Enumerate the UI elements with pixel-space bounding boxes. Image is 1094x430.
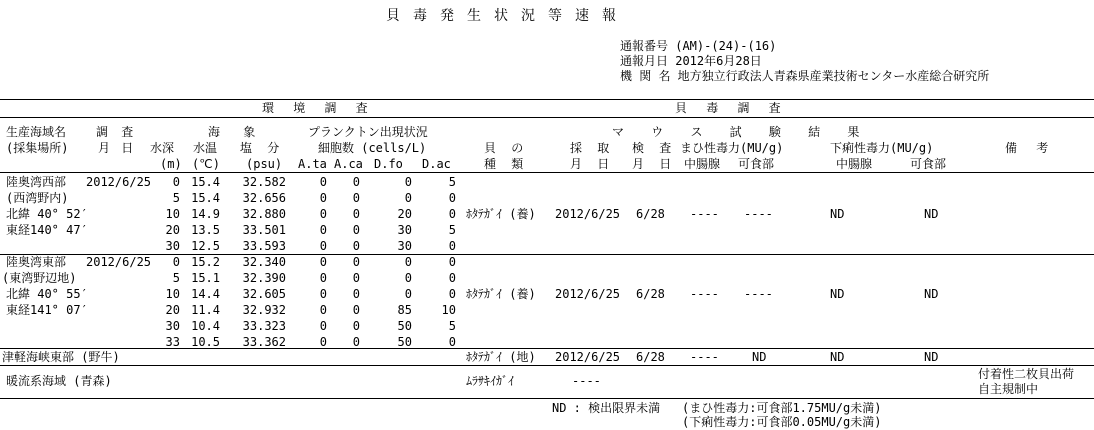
salinity-value: 32.390 (242, 271, 286, 285)
ata-value: 0 (319, 319, 327, 333)
salinity-value: 32.605 (242, 287, 286, 301)
salinity-value: 33.501 (242, 223, 286, 237)
site-name: 暖流系海域 (青森) (6, 374, 112, 388)
header-bottom-border (0, 172, 1094, 173)
sample-date-header: 月 日 (570, 157, 614, 171)
dfo-value: 20 (397, 207, 412, 221)
psp-midgut-header: 中腸腺 (684, 157, 721, 171)
dsp-midgut-header: 中腸腺 (836, 157, 873, 171)
psp-edible: ---- (744, 287, 773, 301)
sample-date: 2012/6/25 (555, 350, 621, 364)
aca-value: 0 (352, 239, 360, 253)
salinity-value: 32.880 (242, 207, 286, 221)
psp-midgut: ---- (690, 207, 719, 221)
depth-value: 0 (172, 255, 180, 269)
page-title: 貝毒発生状況等速報 (386, 8, 629, 24)
aca-value: 0 (352, 207, 360, 221)
dac-value: 0 (448, 191, 456, 205)
header-divider (0, 117, 1094, 118)
cell-count-header: 細胞数 (cells/L) (318, 141, 427, 155)
dac-value: 0 (448, 335, 456, 349)
psp-midgut: ---- (690, 350, 719, 364)
salinity-value: 33.362 (242, 335, 286, 349)
aca-value: 0 (352, 175, 360, 189)
shell-species: ﾎﾀﾃｶﾞｲ (地) (466, 350, 536, 364)
aca-value: 0 (352, 191, 360, 205)
temp-value: 15.1 (191, 271, 220, 285)
sample-header: 採 取 (570, 141, 614, 155)
dac-value: 0 (448, 207, 456, 221)
site-divider (0, 254, 1094, 255)
temp-value: 13.5 (191, 223, 220, 237)
mouse-test-header: マ ウ ス 試 験 結 果 (612, 125, 870, 139)
temp-value: 10.5 (191, 335, 220, 349)
agency: 機 関 名 地方独立行政法人青森県産業技術センター水産総合研究所 (620, 69, 990, 83)
sample-date: 2012/6/25 (555, 287, 621, 301)
dac-value: 10 (441, 303, 456, 317)
aca-value: 0 (352, 319, 360, 333)
psp-edible-header: 可食部 (738, 157, 775, 171)
dfo-value: 0 (404, 191, 412, 205)
ata-header: A.ta (298, 157, 327, 171)
shell-header: 貝 の (484, 141, 528, 155)
report-date: 通報月日 2012年6月28日 (620, 54, 762, 68)
remark-line-2: 自主規制中 (978, 382, 1039, 396)
temp-value: 14.4 (191, 287, 220, 301)
ata-value: 0 (319, 287, 327, 301)
temp-value: 11.4 (191, 303, 220, 317)
dsp-edible: ND (924, 207, 939, 221)
dac-value: 5 (448, 223, 456, 237)
dfo-value: 0 (404, 271, 412, 285)
temp-value: 10.4 (191, 319, 220, 333)
sea-header: 海 象 (208, 125, 264, 139)
survey-date: 2012/6/25 (86, 175, 152, 189)
site-name: 陸奥湾東部 (6, 255, 67, 269)
ata-value: 0 (319, 303, 327, 317)
depth-value: 5 (172, 271, 180, 285)
table-top-border (0, 99, 1094, 100)
dsp-edible: ND (924, 350, 939, 364)
site-place: (東湾野辺地) (2, 271, 77, 285)
aca-value: 0 (352, 271, 360, 285)
note-dsp-limit: (下痢性毒力:可食部0.05MU/g未満) (682, 415, 882, 429)
dfo-value: 0 (404, 287, 412, 301)
dac-value: 0 (448, 239, 456, 253)
depth-value: 0 (172, 175, 180, 189)
species-header: 種 類 (484, 157, 528, 171)
ata-value: 0 (319, 239, 327, 253)
shell-species: ﾎﾀﾃｶﾞｲ (養) (466, 207, 536, 221)
remark-line-1: 付着性二枚貝出荷 (978, 367, 1075, 381)
inspect-date-header: 月 日 (632, 157, 676, 171)
aca-header: A.ca (334, 157, 363, 171)
depth-unit: (m) (160, 157, 182, 171)
site-divider (0, 365, 1094, 366)
shellfish-survey-heading: 貝 毒 調 査 (675, 101, 787, 115)
salinity-value: 32.932 (242, 303, 286, 317)
salinity-value: 32.656 (242, 191, 286, 205)
dfo-value: 0 (404, 175, 412, 189)
dac-header: D.ac (422, 157, 451, 171)
report-number: 通報番号 (AM)-(24)-(16) (620, 39, 777, 53)
psp-header: まひ性毒力(MU/g) (680, 141, 784, 155)
psp-edible: ---- (744, 207, 773, 221)
table-bottom-border (0, 398, 1094, 399)
depth-value: 5 (172, 191, 180, 205)
dfo-value: 85 (397, 303, 412, 317)
inspect-date: 6/28 (636, 287, 665, 301)
site-lat: 北緯 40° 52′ (6, 207, 88, 221)
dfo-value: 30 (397, 239, 412, 253)
psp-edible: ND (752, 350, 767, 364)
temp-header: 水温 (193, 141, 218, 155)
dac-value: 0 (448, 287, 456, 301)
sample-date: ---- (572, 374, 601, 388)
sampling-place-header: (採集場所) (6, 141, 69, 155)
ata-value: 0 (319, 175, 327, 189)
ata-value: 0 (319, 207, 327, 221)
site-lat: 北緯 40° 55′ (6, 287, 88, 301)
inspect-header: 検 査 (632, 141, 676, 155)
dfo-header: D.fo (374, 157, 403, 171)
sample-date: 2012/6/25 (555, 207, 621, 221)
salinity-unit: (psu) (246, 157, 283, 171)
note-psp-limit: (まひ性毒力:可食部1.75MU/g未満) (682, 401, 882, 415)
site-place: (西湾野内) (6, 191, 69, 205)
survey-date: 2012/6/25 (86, 255, 152, 269)
dfo-value: 50 (397, 335, 412, 349)
dsp-edible: ND (924, 287, 939, 301)
dac-value: 5 (448, 319, 456, 333)
dsp-edible-header: 可食部 (910, 157, 947, 171)
note-nd: ND : 検出限界未満 (552, 401, 661, 415)
salinity-value: 33.593 (242, 239, 286, 253)
salinity-value: 32.340 (242, 255, 286, 269)
aca-value: 0 (352, 287, 360, 301)
dfo-value: 50 (397, 319, 412, 333)
temp-unit: (℃) (192, 157, 220, 171)
dsp-midgut: ND (830, 350, 845, 364)
aca-value: 0 (352, 303, 360, 317)
site-divider (0, 348, 1094, 349)
env-survey-heading: 環 境 調 査 (262, 101, 374, 115)
ata-value: 0 (319, 191, 327, 205)
temp-value: 15.2 (191, 255, 220, 269)
dfo-value: 0 (404, 255, 412, 269)
dsp-midgut: ND (830, 287, 845, 301)
temp-value: 15.4 (191, 175, 220, 189)
dfo-value: 30 (397, 223, 412, 237)
dsp-header: 下痢性毒力(MU/g) (830, 141, 934, 155)
site-lon: 東経141° 07′ (6, 303, 88, 317)
dsp-midgut: ND (830, 207, 845, 221)
depth-value: 30 (165, 319, 180, 333)
shell-species: ﾑﾗｻｷｲｶﾞｲ (466, 374, 515, 388)
ata-value: 0 (319, 223, 327, 237)
survey-header: 調 査 (96, 125, 137, 139)
depth-value: 20 (165, 223, 180, 237)
remarks-header: 備 考 (1005, 141, 1055, 155)
depth-value: 33 (165, 335, 180, 349)
site-name: 陸奥湾西部 (6, 175, 67, 189)
month-day-header: 月 日 (98, 141, 136, 155)
dac-value: 0 (448, 271, 456, 285)
depth-value: 10 (165, 207, 180, 221)
temp-value: 12.5 (191, 239, 220, 253)
aca-value: 0 (352, 335, 360, 349)
inspect-date: 6/28 (636, 207, 665, 221)
site-name: 津軽海峡東部 (野牛) (2, 350, 120, 364)
depth-value: 10 (165, 287, 180, 301)
inspect-date: 6/28 (636, 350, 665, 364)
site-lon: 東経140° 47′ (6, 223, 88, 237)
depth-header: 水深 (150, 141, 175, 155)
salinity-value: 32.582 (242, 175, 286, 189)
dac-value: 0 (448, 255, 456, 269)
aca-value: 0 (352, 255, 360, 269)
temp-value: 14.9 (191, 207, 220, 221)
temp-value: 15.4 (191, 191, 220, 205)
shell-species: ﾎﾀﾃｶﾞｲ (養) (466, 287, 536, 301)
depth-value: 30 (165, 239, 180, 253)
ata-value: 0 (319, 335, 327, 349)
depth-value: 20 (165, 303, 180, 317)
salinity-header: 塩 分 (240, 141, 284, 155)
plankton-header: プランクトン出現状況 (308, 125, 428, 139)
area-name-header: 生産海域名 (6, 125, 67, 139)
dac-value: 5 (448, 175, 456, 189)
ata-value: 0 (319, 271, 327, 285)
ata-value: 0 (319, 255, 327, 269)
psp-midgut: ---- (690, 287, 719, 301)
aca-value: 0 (352, 223, 360, 237)
salinity-value: 33.323 (242, 319, 286, 333)
